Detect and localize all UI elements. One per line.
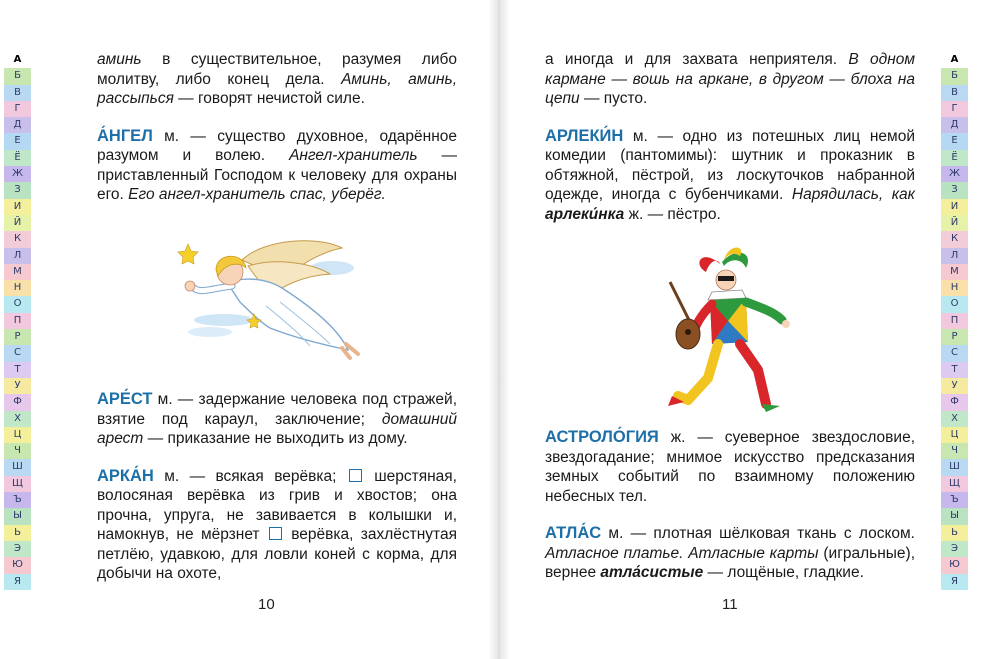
right-page-text-lower (545, 428, 915, 583)
alphabet-tab-left[interactable]: Ч (4, 443, 31, 459)
page-number-left: 10 (258, 596, 275, 613)
alphabet-tab-right[interactable]: А (941, 52, 968, 68)
alphabet-tab-left[interactable]: Г (4, 101, 31, 117)
alphabet-tab-right[interactable]: Ш (941, 459, 968, 475)
alphabet-tab-right[interactable]: Г (941, 101, 968, 117)
alphabet-tab-right[interactable]: Е (941, 133, 968, 149)
alphabet-tab-left[interactable]: Щ (4, 476, 31, 492)
alphabet-tab-right[interactable]: Л (941, 248, 968, 264)
alphabet-tab-right[interactable]: О (941, 296, 968, 312)
alphabet-tab-left[interactable]: Л (4, 248, 31, 264)
alphabet-tab-right[interactable]: Э (941, 541, 968, 557)
alphabet-tab-right[interactable]: Ж (941, 166, 968, 182)
alphabet-tab-right[interactable]: И (941, 199, 968, 215)
alphabet-tab-right[interactable]: Т (941, 362, 968, 378)
angel-illustration (170, 232, 370, 362)
left-page-text-lower (97, 390, 457, 584)
entry-text: — говорят нечистой силе. (173, 90, 365, 107)
alphabet-tab-left[interactable]: А (4, 52, 31, 68)
alphabet-tab-left[interactable]: Е (4, 133, 31, 149)
alphabet-tab-right[interactable]: Ъ (941, 492, 968, 508)
bold-italic-term: арлеки́нка (545, 205, 625, 223)
entry-text: в существительное, разумея либо молитву, либо конец дела. (97, 51, 457, 88)
alphabet-tab-right[interactable]: Н (941, 280, 968, 296)
alphabet-tab-left[interactable]: С (4, 345, 31, 361)
right-page-text (545, 50, 915, 224)
entry-text: шерстяная, волосяная верёвка из грив и хвостов; она прочна, упруга, не завивается в колышки и, намокнув, не мёрзнет (97, 467, 457, 543)
alphabet-tab-left[interactable]: И (4, 199, 31, 215)
italic-example: Нарядилась, как (791, 186, 915, 203)
entry-arest (97, 390, 457, 449)
alphabet-tab-right[interactable]: Ы (941, 508, 968, 524)
alphabet-tab-right[interactable]: Й (941, 215, 968, 231)
alphabet-tab-left[interactable]: Ё (4, 150, 31, 166)
entry-text: м. — всякая верёвка; (153, 467, 347, 485)
alphabet-tab-left[interactable]: Р (4, 329, 31, 345)
headword-arkan: АРКА́Н (97, 466, 154, 485)
alphabet-tab-right[interactable]: Я (941, 574, 968, 590)
alphabet-tab-right[interactable]: Ь (941, 525, 968, 541)
alphabet-tab-right[interactable]: К (941, 231, 968, 247)
entry-arkan-continued (545, 50, 915, 109)
alphabet-tab-right[interactable]: Ю (941, 557, 968, 573)
bold-italic-term: атла́систые (600, 564, 704, 581)
entry-text: м. — задержание человека под стражей, взятие под караул, заключение; (97, 391, 457, 428)
entry-text: ж. — пёстро. (624, 205, 721, 223)
entry-text: — лощёные, гладкие. (703, 564, 864, 581)
alphabet-tab-left[interactable]: О (4, 296, 31, 312)
alphabet-tab-left[interactable]: К (4, 231, 31, 247)
entry-atlas (545, 524, 915, 583)
alphabet-tab-left[interactable]: Ю (4, 557, 31, 573)
alphabet-tab-left[interactable]: М (4, 264, 31, 280)
alphabet-index-left (4, 52, 31, 590)
headword-angel: А́НГЕЛ (97, 126, 153, 145)
entry-arkan (97, 467, 457, 584)
alphabet-tab-left[interactable]: У (4, 378, 31, 394)
square-marker-icon (269, 527, 282, 540)
alphabet-tab-left[interactable]: Х (4, 411, 31, 427)
alphabet-index-right (941, 52, 968, 590)
entry-text: — приказание не выходить из дому. (143, 430, 408, 447)
alphabet-tab-left[interactable]: Ь (4, 525, 31, 541)
italic-term: Ангел-хранитель (289, 147, 418, 164)
alphabet-tab-right[interactable]: Ц (941, 427, 968, 443)
entry-text: — приставленный Господом к человеку для охраны его. (97, 147, 457, 203)
left-page-text (97, 50, 457, 205)
alphabet-tab-left[interactable]: Б (4, 68, 31, 84)
headword-arlekin: АРЛЕКИ́Н (545, 126, 624, 145)
alphabet-tab-right[interactable]: Ф (941, 394, 968, 410)
entry-text: — пусто. (579, 90, 648, 107)
book-gutter (488, 0, 510, 659)
italic-example: В одном кармане — вошь на аркане, в другом — блоха на цепи (545, 51, 915, 107)
alphabet-tab-left[interactable]: Ц (4, 427, 31, 443)
alphabet-tab-left[interactable]: Т (4, 362, 31, 378)
alphabet-tab-left[interactable]: Н (4, 280, 31, 296)
alphabet-tab-left[interactable]: Ш (4, 459, 31, 475)
entry-arlekin (545, 127, 915, 225)
alphabet-tab-right[interactable]: Д (941, 117, 968, 133)
alphabet-tab-left[interactable]: В (4, 85, 31, 101)
entry-text: верёвка, захлёстнутая петлёю, удавкою, для ловли коней с корма, для добычи на охоте, (97, 526, 457, 582)
alphabet-tab-right[interactable]: Х (941, 411, 968, 427)
entry-text: м. — существо духовное, одарённое разумом и волею. (97, 127, 457, 164)
alphabet-tab-right[interactable]: П (941, 313, 968, 329)
entry-angel (97, 127, 457, 205)
alphabet-tab-right[interactable]: С (941, 345, 968, 361)
italic-term: домашний арест (97, 410, 457, 447)
entry-text: а иногда и для захвата неприятеля. (545, 51, 849, 68)
entry-text: (игральные), вернее (545, 544, 915, 581)
alphabet-tab-left[interactable]: З (4, 182, 31, 198)
alphabet-tab-left[interactable]: Я (4, 574, 31, 590)
harlequin-illustration (662, 246, 802, 416)
italic-example: Аминь, аминь, рассыпься (97, 70, 457, 107)
entry-amin-continued (97, 50, 457, 109)
alphabet-tab-right[interactable]: З (941, 182, 968, 198)
italic-term: аминь (97, 51, 142, 68)
entry-text: м. — одно из потешных лиц немой комедии (пантомимы): шутник и проказник в обтяжной, пёстрой, из лоскуточков набранной одежде, иногда с бубенчиками. (545, 127, 915, 203)
entry-text: ж. — суеверное звездословие, звездогадание; мнимое искусство предсказания земных событий по взаимному положению небесных тел. (545, 429, 915, 505)
alphabet-tab-right[interactable]: Р (941, 329, 968, 345)
alphabet-tab-left[interactable]: Ы (4, 508, 31, 524)
italic-example: Атласное платье. Атласные карты (545, 544, 819, 562)
headword-astrologiya: АСТРОЛО́ГИЯ (545, 428, 659, 446)
italic-example: Его ангел-хранитель спас, уберёг. (128, 186, 386, 203)
alphabet-tab-right[interactable]: Ё (941, 150, 968, 166)
headword-arest: АРЕ́СТ (97, 390, 153, 408)
alphabet-tab-left[interactable]: Э (4, 541, 31, 557)
alphabet-tab-left[interactable]: Д (4, 117, 31, 133)
alphabet-tab-right[interactable]: М (941, 264, 968, 280)
alphabet-tab-left[interactable]: Ф (4, 394, 31, 410)
alphabet-tab-left[interactable]: Й (4, 215, 31, 231)
page-number-right: 11 (722, 596, 738, 613)
alphabet-tab-right[interactable]: У (941, 378, 968, 394)
alphabet-tab-left[interactable]: Ъ (4, 492, 31, 508)
headword-atlas: АТЛА́С (545, 524, 602, 542)
alphabet-tab-right[interactable]: Ч (941, 443, 968, 459)
square-marker-icon (349, 469, 362, 482)
alphabet-tab-right[interactable]: Щ (941, 476, 968, 492)
alphabet-tab-left[interactable]: П (4, 313, 31, 329)
alphabet-tab-right[interactable]: В (941, 85, 968, 101)
alphabet-tab-left[interactable]: Ж (4, 166, 31, 182)
entry-astrologiya (545, 428, 915, 506)
alphabet-tab-right[interactable]: Б (941, 68, 968, 84)
entry-text: м. — плотная шёлковая ткань с лоском. (601, 525, 915, 542)
